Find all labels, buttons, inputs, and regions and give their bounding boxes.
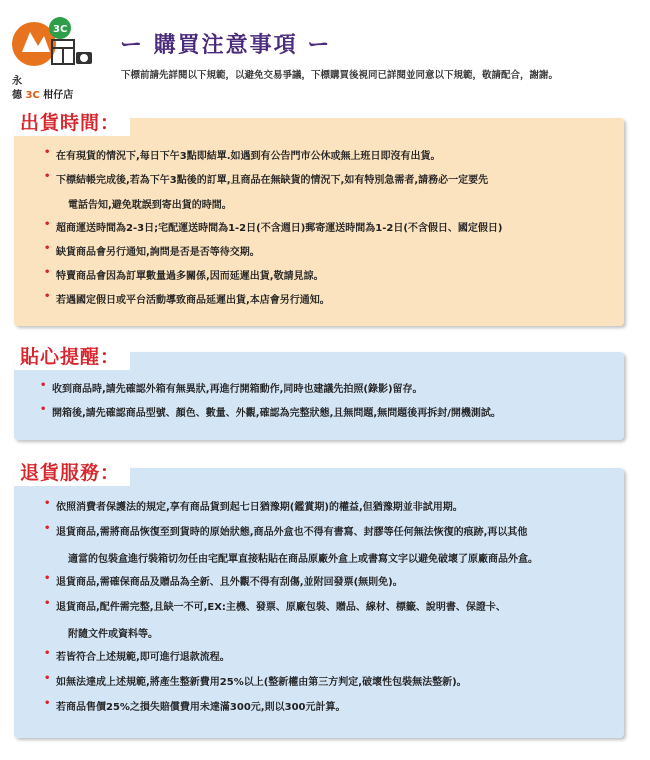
logo-text-shop: 柑仔店 [43,90,74,101]
shipping-panel [14,111,624,326]
returns-heading: 退貨服務： [20,461,121,484]
bullet-icon: • [44,673,51,684]
list-item: • 開箱後,請先確認商品型號、顏色、數量、外觀,確認為完整狀態,且無問題,無問題後再拆封/開機測試。 [40,404,501,419]
list-item: • 若商品售價25%之損失賠償費用未達滿300元,則以300元計算。 [44,698,346,713]
list-item: • 在有現貨的情況下,每日下午3點即結單.如遇到有公告門市公休或無上班日即沒有出貨。 [44,147,441,162]
store-logo-icon [8,14,108,74]
reminder-list [40,380,614,428]
list-item: • 特賣商品會因為訂單數量過多關係,因而延遲出貨,敬請見諒。 [44,267,324,282]
page-title: ー 購買注意事項 ー [120,33,332,58]
reminder-panel [14,345,624,440]
list-item: • 缺貨商品會另行通知,詢問是否是否等待交期。 [44,243,260,258]
logo-text-3c: 3C [25,90,40,101]
list-item-continuation: 附隨文件或資料等。 [68,629,158,640]
bullet-icon: • [44,698,51,709]
shipping-tab [14,106,130,136]
list-item: • 若遇國定假日或平台活動導致商品延遲出貨,本店會另行通知。 [44,291,330,306]
list-item-continuation: 適當的包裝盒進行裝箱切勿任由宅配單直接粘貼在商品原廠外盒上或書寫文字以避免破壞了原廠商品外盒。 [68,554,538,565]
returns-list [44,498,614,723]
bullet-icon: • [44,573,51,584]
logo-text-de: 德 [12,90,22,101]
bullet-icon: • [40,404,47,415]
list-item: • 收到商品時,請先確認外箱有無異狀,再進行開箱動作,同時也建議先拍照(錄影)留存。 [40,380,423,395]
logo-badge: 3C [53,24,68,35]
reminder-tab [14,340,130,370]
list-item: • 若皆符合上述規範,即可進行退款流程。 [44,648,230,663]
logo-text-top: 永 [12,76,22,87]
bullet-icon: • [44,243,51,254]
bullet-icon: • [44,598,51,609]
bullet-icon: • [44,147,51,158]
shipping-list [44,147,614,315]
list-item: • 退貨商品,需確保商品及贈品為全新、且外觀不得有刮傷,並附回發票(無則免)。 [44,573,403,588]
bullet-icon: • [44,523,51,534]
returns-tab [14,456,130,486]
list-item: • 依照消費者保護法的規定,享有商品貨到起七日猶豫期(鑑賞期)的權益,但猶豫期並非試用期。 [44,498,463,513]
bullet-icon: • [40,380,47,391]
bullet-icon: • [44,171,51,182]
bullet-icon: • [44,267,51,278]
bullet-icon: • [44,291,51,302]
page-header [0,0,650,108]
list-item: • 下標結帳完成後,若為下午3點後的訂單,且商品在無缺貨的情況下,如有特別急需者,請務必一定要先 電話告知,避免耽誤到寄出貨的時間。 [44,171,614,219]
list-item: • 退貨商品,配件需完整,且缺一不可,EX:主機、發票、原廠包裝、贈品、線材、標籤、說明書、保證卡、 附隨文件或資料等。 [44,598,614,648]
bullet-icon: • [44,648,51,659]
logo-text-bottom [12,86,73,101]
list-item: • 如無法達成上述規範,將產生整新費用25%以上(整新權由第三方判定,破壞性包裝無法整新)。 [44,673,467,688]
returns-panel [14,461,624,738]
store-logo [8,14,108,101]
list-item: • 超商運送時間為2-3日;宅配運送時間為1-2日(不含週日)郵寄運送時間為1-2日(不含假日、國定假日) [44,219,503,234]
bullet-icon: • [44,219,51,230]
reminder-heading: 貼心提醒： [20,345,121,368]
page-subtitle: 下標前請先詳閱以下規範，以避免交易爭議，下標購買後視同已詳閱並同意以下規範，敬請配合，謝謝。 [121,70,559,81]
shipping-heading: 出貨時間： [20,111,121,134]
bullet-icon: • [44,498,51,509]
list-item-continuation: 電話告知,避免耽誤到寄出貨的時間。 [68,200,232,211]
list-item: • 退貨商品,需將商品恢復至到貨時的原始狀態,商品外盒也不得有書寫、封膠等任何無法恢復的痕跡,再以其他 適當的包裝盒進行裝箱切勿任由宅配單直接粘貼在商品原廠外盒上或書寫文字以避免破壞了原廠商品外盒。 [44,523,614,573]
